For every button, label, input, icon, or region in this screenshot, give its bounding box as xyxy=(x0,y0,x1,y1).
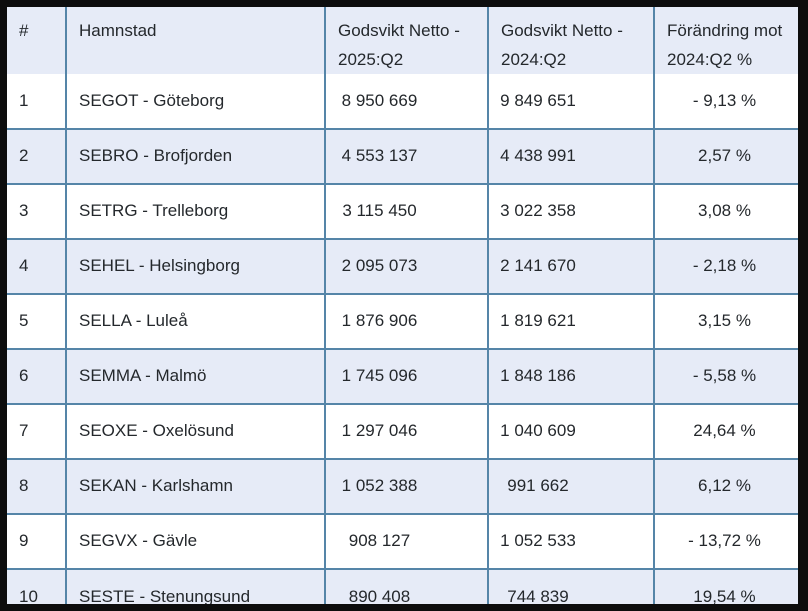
cell-net-2025: 8 950 669 xyxy=(325,74,488,129)
cell-net-2025: 908 127 xyxy=(325,514,488,569)
cell-net-2025: 1 052 388 xyxy=(325,459,488,514)
cell-net-2025: 3 115 450 xyxy=(325,184,488,239)
cell-net-2024: 1 052 533 xyxy=(488,514,654,569)
cell-port: SELLA - Luleå xyxy=(66,294,325,349)
table-body xyxy=(7,74,798,611)
cell-port: SEGOT - Göteborg xyxy=(66,74,325,129)
cell-net-2025: 1 745 096 xyxy=(325,349,488,404)
cell-net-2024: 744 839 xyxy=(488,569,654,611)
cell-rank: 8 xyxy=(7,459,66,514)
cell-port: SEGVX - Gävle xyxy=(66,514,325,569)
table-row xyxy=(7,404,798,459)
cell-port: SEBRO - Brofjorden xyxy=(66,129,325,184)
cell-port: SETRG - Trelleborg xyxy=(66,184,325,239)
cell-rank: 10 xyxy=(7,569,66,611)
cell-net-2025: 890 408 xyxy=(325,569,488,611)
cell-rank: 7 xyxy=(7,404,66,459)
cell-net-2024: 3 022 358 xyxy=(488,184,654,239)
table-row xyxy=(7,184,798,239)
cell-change: - 2,18 % xyxy=(654,239,798,294)
cell-change: - 5,58 % xyxy=(654,349,798,404)
column-header-net-2024-q2: Godsvikt Netto - 2024:Q2 xyxy=(488,7,654,74)
cell-port: SEMMA - Malmö xyxy=(66,349,325,404)
cell-change: 19,54 % xyxy=(654,569,798,611)
column-header-rank: # xyxy=(7,7,66,74)
cell-rank: 3 xyxy=(7,184,66,239)
cell-change: 3,08 % xyxy=(654,184,798,239)
cell-rank: 2 xyxy=(7,129,66,184)
cell-net-2024: 1 848 186 xyxy=(488,349,654,404)
cell-change: - 13,72 % xyxy=(654,514,798,569)
cell-change: 6,12 % xyxy=(654,459,798,514)
table-row xyxy=(7,349,798,404)
cell-net-2025: 1 876 906 xyxy=(325,294,488,349)
column-header-change-pct: Förändring mot 2024:Q2 % xyxy=(654,7,798,74)
table-row xyxy=(7,129,798,184)
cell-net-2024: 9 849 651 xyxy=(488,74,654,129)
cell-net-2025: 2 095 073 xyxy=(325,239,488,294)
table-row xyxy=(7,514,798,569)
cell-net-2024: 4 438 991 xyxy=(488,129,654,184)
table-header xyxy=(7,7,798,74)
cell-change: 3,15 % xyxy=(654,294,798,349)
ports-table xyxy=(7,7,798,611)
cell-change: 24,64 % xyxy=(654,404,798,459)
cell-port: SEOXE - Oxelösund xyxy=(66,404,325,459)
cell-port: SESTE - Stenungsund xyxy=(66,569,325,611)
cell-rank: 6 xyxy=(7,349,66,404)
column-header-net-2025-q2: Godsvikt Netto - 2025:Q2 xyxy=(325,7,488,74)
cell-rank: 4 xyxy=(7,239,66,294)
header-row xyxy=(7,7,798,74)
table-row xyxy=(7,569,798,611)
cell-net-2024: 991 662 xyxy=(488,459,654,514)
table-row xyxy=(7,74,798,129)
table-row xyxy=(7,459,798,514)
cell-port: SEKAN - Karlshamn xyxy=(66,459,325,514)
cell-net-2024: 1 819 621 xyxy=(488,294,654,349)
cell-net-2025: 1 297 046 xyxy=(325,404,488,459)
cell-rank: 5 xyxy=(7,294,66,349)
cell-change: - 9,13 % xyxy=(654,74,798,129)
cell-port: SEHEL - Helsingborg xyxy=(66,239,325,294)
cell-net-2025: 4 553 137 xyxy=(325,129,488,184)
cell-net-2024: 2 141 670 xyxy=(488,239,654,294)
table-row xyxy=(7,239,798,294)
table-row xyxy=(7,294,798,349)
cell-change: 2,57 % xyxy=(654,129,798,184)
cell-net-2024: 1 040 609 xyxy=(488,404,654,459)
cell-rank: 1 xyxy=(7,74,66,129)
column-header-port: Hamnstad xyxy=(66,7,325,74)
cell-rank: 9 xyxy=(7,514,66,569)
